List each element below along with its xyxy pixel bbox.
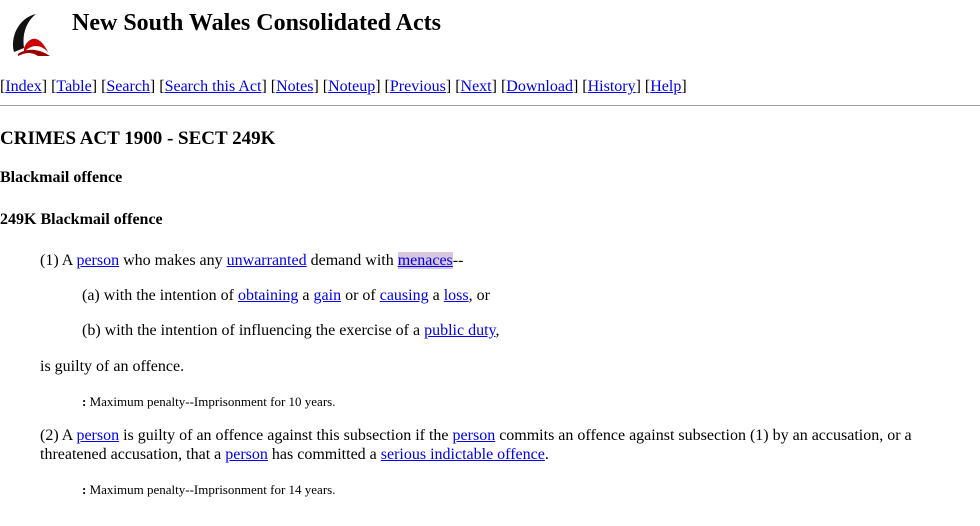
text: who makes any: [119, 252, 227, 269]
link-loss[interactable]: loss: [443, 287, 469, 304]
text: a: [428, 287, 444, 304]
nav-table[interactable]: Table: [56, 78, 92, 95]
text: , or: [468, 287, 490, 304]
nav-bar: [Index] [Table] [Search] [Search this Act] [Notes] [Noteup] [Previous] [Next] [Download] [History] [Help]: [0, 78, 687, 95]
text: (2) A: [40, 427, 77, 444]
text: .: [544, 446, 549, 463]
text: ,: [495, 322, 500, 339]
austlii-logo[interactable]: [8, 8, 54, 58]
penalty-note-1: [82, 394, 335, 410]
nav-noteup[interactable]: Noteup: [328, 78, 376, 95]
penalty-note-2: [82, 482, 335, 498]
text: --: [452, 252, 464, 269]
link-menaces[interactable]: menaces: [397, 252, 453, 269]
link-causing[interactable]: causing: [379, 287, 429, 304]
penalty-colon: :: [82, 482, 87, 497]
nav-next[interactable]: Next: [460, 78, 492, 95]
nav-index[interactable]: Index: [5, 78, 42, 95]
nav-history[interactable]: History: [587, 78, 636, 95]
link-obtaining[interactable]: obtaining: [237, 287, 299, 304]
link-person[interactable]: person: [76, 252, 120, 269]
subsection-2: [40, 426, 955, 464]
link-unwarranted[interactable]: unwarranted: [226, 252, 307, 269]
divider: [0, 105, 980, 106]
nav-search[interactable]: Search: [106, 78, 150, 95]
text: has committed a: [267, 446, 381, 463]
text: (1) A: [40, 252, 77, 269]
penalty-colon: :: [82, 394, 87, 409]
site-title: New South Wales Consolidated Acts: [72, 10, 441, 36]
act-section-title: CRIMES ACT 1900 - SECT 249K: [0, 128, 276, 149]
penalty-text: Maximum penalty--Imprisonment for 10 years.: [86, 394, 336, 409]
nav-download[interactable]: Download: [506, 78, 573, 95]
link-person[interactable]: person: [225, 446, 268, 463]
section-heading: 249K Blackmail offence: [0, 211, 163, 228]
text: (b) with the intention of influencing the exercise of a: [82, 322, 425, 339]
nav-search-this-act[interactable]: Search this Act: [164, 78, 262, 95]
text: (a) with the intention of: [82, 287, 238, 304]
text: is guilty of an offence against this subsection if the: [119, 427, 453, 444]
link-public-duty[interactable]: public duty: [424, 322, 496, 339]
penalty-text: Maximum penalty--Imprisonment for 14 years.: [86, 482, 336, 497]
link-serious-indictable-offence[interactable]: serious indictable offence: [380, 446, 545, 463]
part-title: Blackmail offence: [0, 169, 123, 186]
link-gain[interactable]: gain: [313, 287, 342, 304]
nav-notes[interactable]: Notes: [276, 78, 314, 95]
link-person[interactable]: person: [76, 427, 120, 444]
paragraph-a: [82, 287, 490, 305]
subsection-1: [40, 252, 463, 270]
text: demand with: [306, 252, 398, 269]
link-person[interactable]: person: [452, 427, 496, 444]
text: commits an offence against subsection (1) by an accusation, or a threatened accusation, that a: [40, 427, 912, 463]
nav-help[interactable]: Help: [650, 78, 682, 95]
guilty-text: is guilty of an offence.: [40, 358, 185, 375]
text: a: [298, 287, 314, 304]
text: or of: [341, 287, 380, 304]
paragraph-b: [82, 322, 500, 340]
nav-previous[interactable]: Previous: [389, 78, 446, 95]
